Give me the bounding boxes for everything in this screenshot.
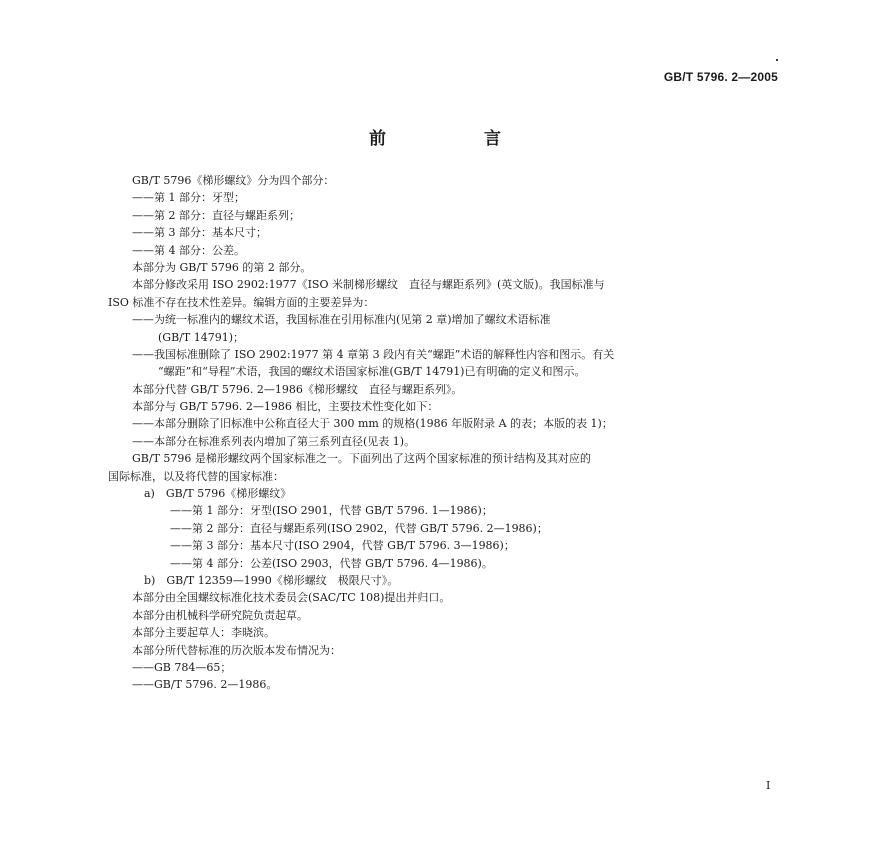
list-item: ——本部分删除了旧标准中公称直径大于 300 mm 的规格(1986 年版附录 A 的表；本版的表 1)； bbox=[132, 417, 613, 431]
standard-code: GB/T 5796. 2—2005 bbox=[663, 70, 778, 84]
list-item: ——第 2 部分：直径与螺距系列； bbox=[132, 208, 300, 222]
foreword-body bbox=[108, 172, 788, 694]
list-item-continuation: (GB/T 14791)； bbox=[158, 330, 244, 344]
list-item: ——第 1 部分：牙型； bbox=[132, 191, 245, 205]
page-title: 前 言 bbox=[369, 129, 547, 149]
list-item: ——第 1 部分：牙型(ISO 2901，代替 GB/T 5796. 1—1986)； bbox=[170, 504, 493, 518]
paragraph-line: GB/T 5796《梯形螺纹》分为四个部分： bbox=[132, 174, 335, 187]
list-item: a) GB/T 5796《梯形螺纹》 bbox=[144, 487, 292, 501]
paragraph-line: ISO 标准不存在技术性差异。编辑方面的主要差异为： bbox=[108, 295, 375, 309]
list-item: ——GB/T 5796. 2—1986。 bbox=[132, 678, 278, 692]
list-item: ——GB 784—65； bbox=[132, 660, 232, 674]
list-item: ——第 3 部分：基本尺寸(ISO 2904，代替 GB/T 5796. 3—1986)； bbox=[170, 539, 515, 553]
paragraph-line: 本部分主要起草人：李晓滨。 bbox=[132, 626, 275, 640]
paragraph-line: 本部分由全国螺纹标准化技术委员会(SAC/TC 108)提出并归口。 bbox=[132, 591, 451, 605]
paragraph-line: 本部分修改采用 ISO 2902:1977《ISO 米制梯形螺纹 直径与螺距系列》(英文版)。我国标准与 bbox=[132, 278, 605, 292]
paragraph-line: 本部分所代替标准的历次版本发布情况为： bbox=[132, 643, 341, 657]
list-item: ——第 2 部分：直径与螺距系列(ISO 2902，代替 GB/T 5796. 2—1986)； bbox=[170, 521, 548, 535]
page-number: I bbox=[766, 779, 771, 792]
paragraph-line: 国际标准，以及将代替的国家标准： bbox=[108, 469, 284, 483]
list-item: ——为统一标准内的螺纹术语，我国标准在引用标准内(见第 2 章)增加了螺纹术语标准 bbox=[132, 313, 551, 327]
list-item-continuation: “螺距”和“导程”术语，我国的螺纹术语国家标准(GB/T 14791)已有明确的定义和图示。 bbox=[158, 365, 586, 379]
list-item: ——第 3 部分：基本尺寸； bbox=[132, 226, 267, 240]
paragraph-line: 本部分与 GB/T 5796. 2—1986 相比，主要技术性变化如下： bbox=[132, 400, 439, 414]
list-item: b) GB/T 12359—1990《梯形螺纹 极限尺寸》。 bbox=[144, 573, 399, 587]
paragraph-line: 本部分为 GB/T 5796 的第 2 部分。 bbox=[132, 260, 312, 274]
list-item: ——第 4 部分：公差。 bbox=[132, 243, 245, 257]
list-item: ——本部分在标准系列表内增加了第三系列直径(见表 1)。 bbox=[132, 434, 416, 448]
list-item: ——我国标准删除了 ISO 2902:1977 第 4 章第 3 段内有关“螺距”术语的解释性内容和图示。有关 bbox=[132, 347, 615, 361]
paragraph-line: GB/T 5796 是梯形螺纹两个国家标准之一。下面列出了这两个国家标准的预计结构及其对应的 bbox=[132, 452, 591, 466]
list-item: ——第 4 部分：公差(ISO 2903，代替 GB/T 5796. 4—1986)。 bbox=[170, 556, 493, 570]
paragraph-line: 本部分代替 GB/T 5796. 2—1986《梯形螺纹 直径与螺距系列》。 bbox=[132, 382, 463, 396]
paragraph-line: 本部分由机械科学研究院负责起草。 bbox=[132, 608, 308, 622]
mark-dot bbox=[776, 59, 778, 61]
